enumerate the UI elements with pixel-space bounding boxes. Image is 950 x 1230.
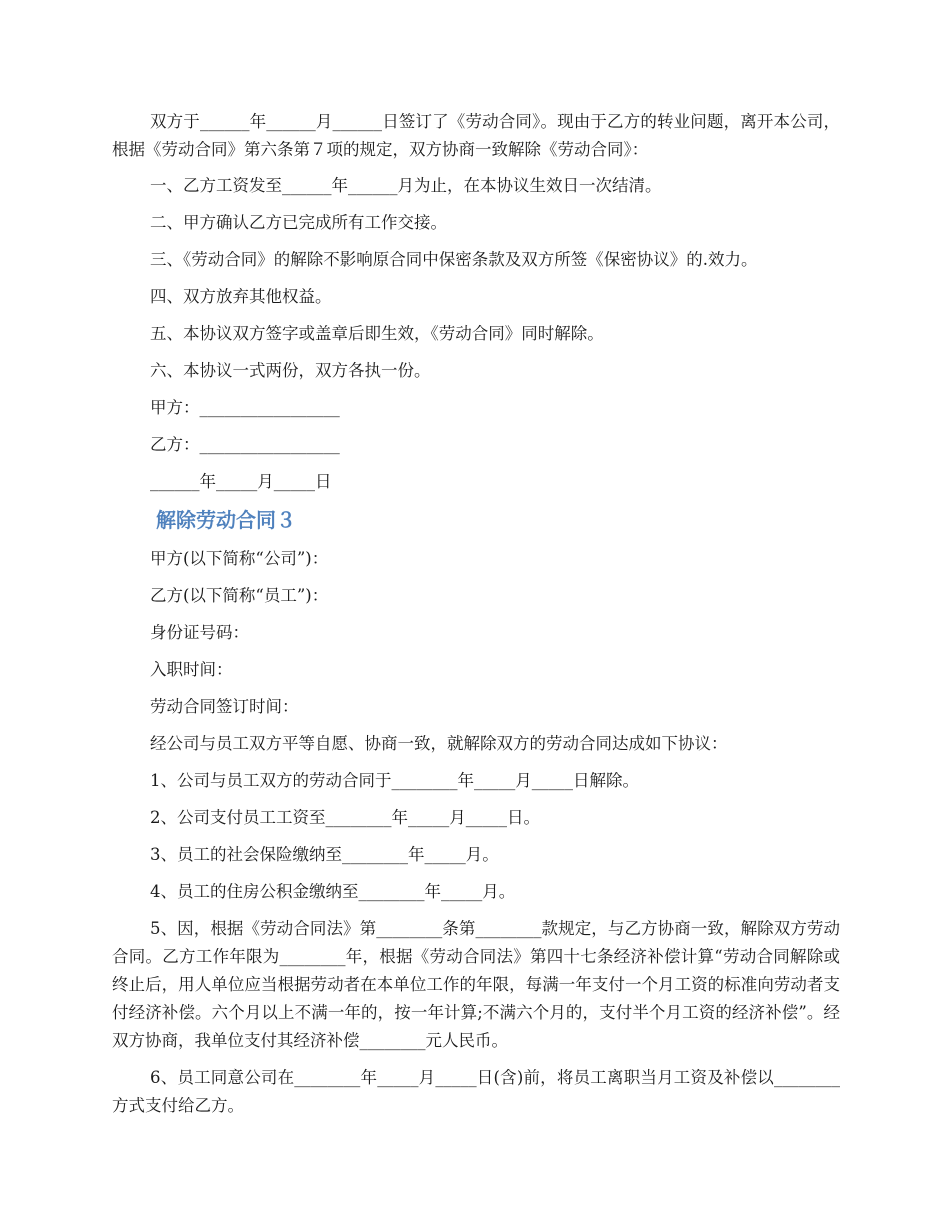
hire-date: 入职时间： xyxy=(150,660,233,679)
party-a-signature: 甲方：_________________ xyxy=(150,398,340,417)
term-6: 6、员工同意公司在________年_____月_____日(含)前，将员工离职当月工资及补偿以________方式支付给乙方。 xyxy=(112,1068,840,1115)
clause-3: 三、《劳动合同》的解除不影响原合同中保密条款及双方所签《保密协议》的.效力。 xyxy=(150,250,758,269)
document-page xyxy=(112,108,840,1129)
agreement-intro: 双方于______年______月______日签订了《劳动合同》。现由于乙方的转业问题，离开本公司，根据《劳动合同》第六条第７项的规定，双方协商一致解除《劳动合同》： xyxy=(112,112,840,159)
clause-5: 五、本协议双方签字或盖章后即生效，《劳动合同》同时解除。 xyxy=(150,324,604,343)
term-4: 4、员工的住房公积金缴纳至________年_____月。 xyxy=(150,882,516,901)
clause-1: 一、乙方工资发至______年______月为止，在本协议生效日一次结清。 xyxy=(150,176,662,195)
clause-6: 六、本协议一式两份，双方各执一份。 xyxy=(150,361,431,380)
term-1: 1、公司与员工双方的劳动合同于________年_____月_____日解除。 xyxy=(150,771,639,790)
section-heading: 解除劳动合同３ xyxy=(156,508,296,532)
agreement-preamble: 经公司与员工双方平等自愿、协商一致，就解除双方的劳动合同达成如下协议： xyxy=(150,734,728,753)
contract-sign-date: 劳动合同签订时间： xyxy=(150,697,299,716)
party-b-signature: 乙方：_________________ xyxy=(150,435,340,454)
signing-date: ______年_____月_____日 xyxy=(150,472,332,491)
clause-2: 二、甲方确认乙方已完成所有工作交接。 xyxy=(150,213,447,232)
party-employee: 乙方(以下简称“员工”)： xyxy=(150,586,329,605)
clause-4: 四、双方放弃其他权益。 xyxy=(150,287,332,306)
term-3: 3、员工的社会保险缴纳至________年_____月。 xyxy=(150,845,499,864)
party-company: 甲方(以下简称“公司”)： xyxy=(150,549,329,568)
term-2: 2、公司支付员工工资至________年_____月_____日。 xyxy=(150,808,540,827)
id-number: 身份证号码： xyxy=(150,623,249,642)
term-5: 5、因，根据《劳动合同法》第________条第________款规定，与乙方协商一致，解除双方劳动合同。乙方工作年限为________年，根据《劳动合同法》第四十七条经济补偿计算“劳动合同解除或终止后，用人单位应当根据劳动者在本单位工作的年限，每满一年支付一个月工资的标准向劳动者支付经济补偿。六个月以上不满一年的，按一年计算;不满六个月的，支付半个月工资的经济补偿”。经双方协商，我单位支付其经济补偿________元人民币。 xyxy=(112,919,840,1050)
